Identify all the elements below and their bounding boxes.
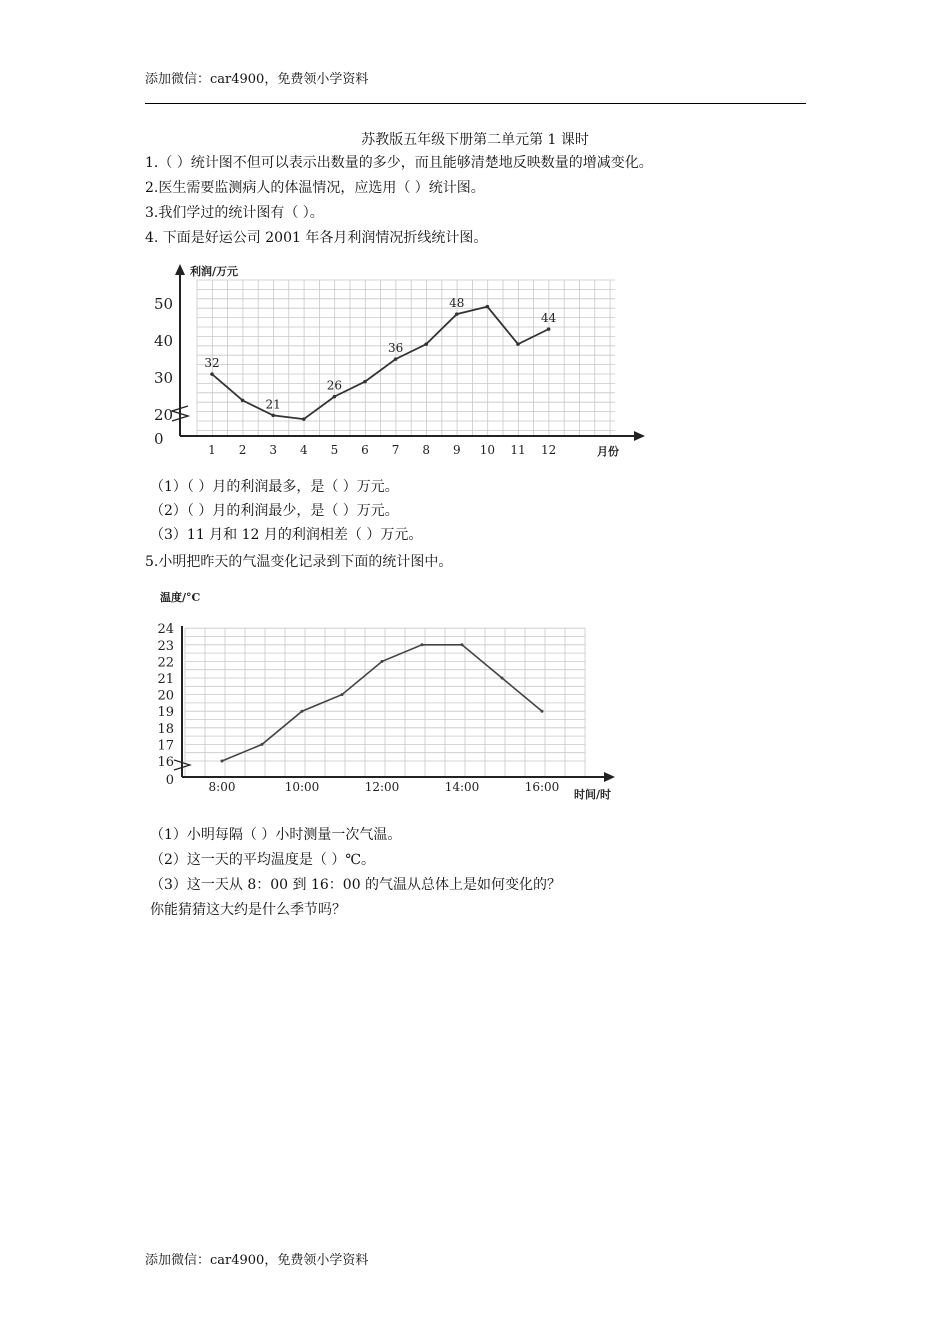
x-tick-label: 11	[510, 443, 526, 457]
x-tick-label: 14:00	[444, 780, 480, 794]
page-header: 添加微信：car4900，免费领小学资料	[145, 72, 369, 87]
data-point	[341, 693, 344, 696]
data-label: 44	[540, 311, 557, 326]
y-tick-label: 24	[157, 622, 174, 638]
y-tick-label: 0	[165, 773, 174, 788]
x-tick-label: 5	[330, 443, 339, 457]
temperature-line-chart	[150, 586, 630, 806]
data-point	[516, 342, 520, 346]
y-tick-label: 50	[154, 295, 174, 313]
y-tick-label: 30	[154, 369, 174, 387]
header-divider	[145, 103, 806, 104]
data-point	[271, 414, 275, 418]
data-point	[547, 327, 551, 331]
data-point	[210, 372, 214, 376]
data-point	[461, 643, 464, 646]
x-axis-arrow	[634, 431, 645, 441]
y-tick-label: 21	[157, 672, 174, 687]
x-tick-label: 8	[422, 443, 431, 457]
x-tick-label: 12	[540, 443, 557, 457]
question-5-part-2: （2）这一天的平均温度是（ ）℃。	[150, 852, 376, 868]
question-5-part-3: （3）这一天从 8：00 到 16：00 的气温从总体上是如何变化的？	[150, 877, 562, 893]
y-tick-label: 20	[154, 406, 174, 424]
x-tick-label: 4	[299, 443, 308, 457]
data-point	[221, 760, 224, 763]
data-point	[261, 743, 264, 746]
y-tick-label: 23	[157, 638, 174, 654]
question-4: 4. 下面是好运公司 2001 年各月利润情况折线统计图。	[145, 230, 488, 246]
profit-line-chart	[150, 258, 650, 463]
question-2: 2.医生需要监测病人的体温情况，应选用（ ）统计图。	[145, 180, 485, 196]
x-tick-label: 6	[361, 443, 369, 457]
data-point	[333, 395, 337, 399]
y-tick-label: 17	[157, 738, 174, 754]
data-point	[394, 357, 398, 361]
x-axis-label: 时间/时	[574, 788, 612, 801]
y-axis-label: 温度/°C	[160, 591, 201, 604]
data-label: 21	[265, 397, 281, 412]
y-tick-label: 20	[157, 688, 174, 704]
y-tick-label: 16	[157, 755, 174, 770]
data-point	[501, 677, 504, 680]
data-point	[421, 643, 424, 646]
question-1: 1.（ ）统计图不但可以表示出数量的多少，而且能够清楚地反映数量的增减变化。	[145, 155, 653, 171]
x-axis-arrow	[604, 772, 615, 782]
x-tick-label: 3	[269, 443, 278, 457]
y-tick-label: 18	[157, 721, 174, 737]
question-5: 5.小明把昨天的气温变化记录到下面的统计图中。	[145, 554, 453, 570]
x-tick-label: 16:00	[524, 780, 560, 794]
x-tick-label: 10:00	[284, 780, 320, 794]
data-point	[363, 380, 367, 384]
axis-break-mark	[172, 406, 188, 421]
y-tick-label: 0	[154, 430, 164, 448]
data-point	[455, 312, 459, 316]
data-point	[302, 417, 306, 421]
x-tick-label: 7	[391, 443, 400, 457]
x-tick-label: 10	[479, 443, 496, 457]
x-tick-label: 1	[208, 443, 216, 457]
y-axis-arrow	[175, 264, 185, 275]
y-axis-label: 利润/万元	[190, 265, 239, 278]
question-4-part-3: （3）11 月和 12 月的利润相差（ ）万元。	[150, 527, 423, 543]
data-point	[424, 342, 428, 346]
data-label: 36	[387, 341, 404, 356]
y-tick-label: 22	[157, 655, 174, 671]
data-label: 26	[326, 378, 343, 393]
question-3: 3.我们学过的统计图有（ ）。	[145, 205, 324, 221]
x-tick-label: 2	[238, 443, 247, 457]
page-footer: 添加微信：car4900，免费领小学资料	[145, 1253, 369, 1268]
data-point	[486, 305, 490, 309]
data-point	[541, 710, 544, 713]
x-tick-label: 8:00	[208, 780, 236, 794]
x-axis-label: 月份	[597, 445, 619, 458]
page-title: 苏教版五年级下册第二单元第 1 课时	[361, 132, 589, 148]
data-point	[301, 710, 304, 713]
question-5-part-4: 你能猜猜这大约是什么季节吗？	[150, 902, 346, 918]
x-tick-label: 12:00	[364, 780, 400, 794]
question-4-part-2: （2）（ ）月的利润最少，是（ ）万元。	[150, 503, 399, 519]
data-point	[381, 660, 384, 663]
question-4-part-1: （1）（ ）月的利润最多，是（ ）万元。	[150, 479, 399, 495]
question-5-part-1: （1）小明每隔（ ）小时测量一次气温。	[150, 827, 402, 843]
y-tick-label: 40	[154, 332, 174, 350]
data-point	[241, 399, 245, 403]
y-tick-label: 19	[157, 705, 174, 721]
data-label: 32	[204, 356, 220, 371]
data-label: 48	[449, 296, 465, 311]
x-tick-label: 9	[452, 443, 461, 457]
